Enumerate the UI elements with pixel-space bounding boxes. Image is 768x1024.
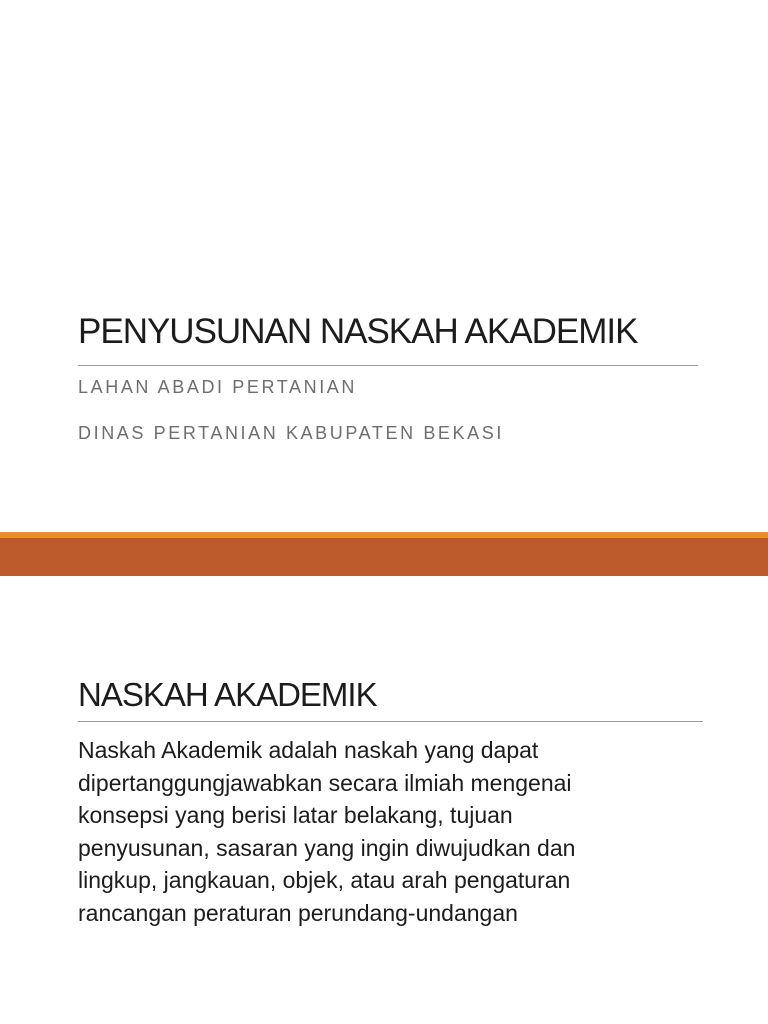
body-line: rancangan peraturan perundang-undangan [78,899,518,926]
body-line: lingkup, jangkauan, objek, atau arah pengaturan [78,867,571,893]
body-line: konsepsi yang berisi latar belakang, tujuan [78,802,513,828]
subtitle-line-2: DINAS PERTANIAN KABUPATEN BEKASI [78,423,504,443]
title-underline [78,365,698,366]
body-line: dipertanggungjawabkan secara ilmiah mengenai [78,769,572,796]
body-paragraph [78,734,698,929]
divider-main-stripe [0,538,768,576]
body-line: penyusunan, sasaran yang ingin diwujudkan dan [78,834,576,861]
slide-divider-band [0,532,768,576]
body-line: Naskah Akademik adalah naskah yang dapat [78,737,539,763]
content-heading: NASKAH AKADEMIK [78,676,377,713]
slide-title-heading: PENYUSUNAN NASKAH AKADEMIK [78,312,638,351]
subtitle-line-1: LAHAN ABADI PERTANIAN [78,377,358,397]
heading-underline [78,721,703,722]
slide-content [0,576,768,1024]
